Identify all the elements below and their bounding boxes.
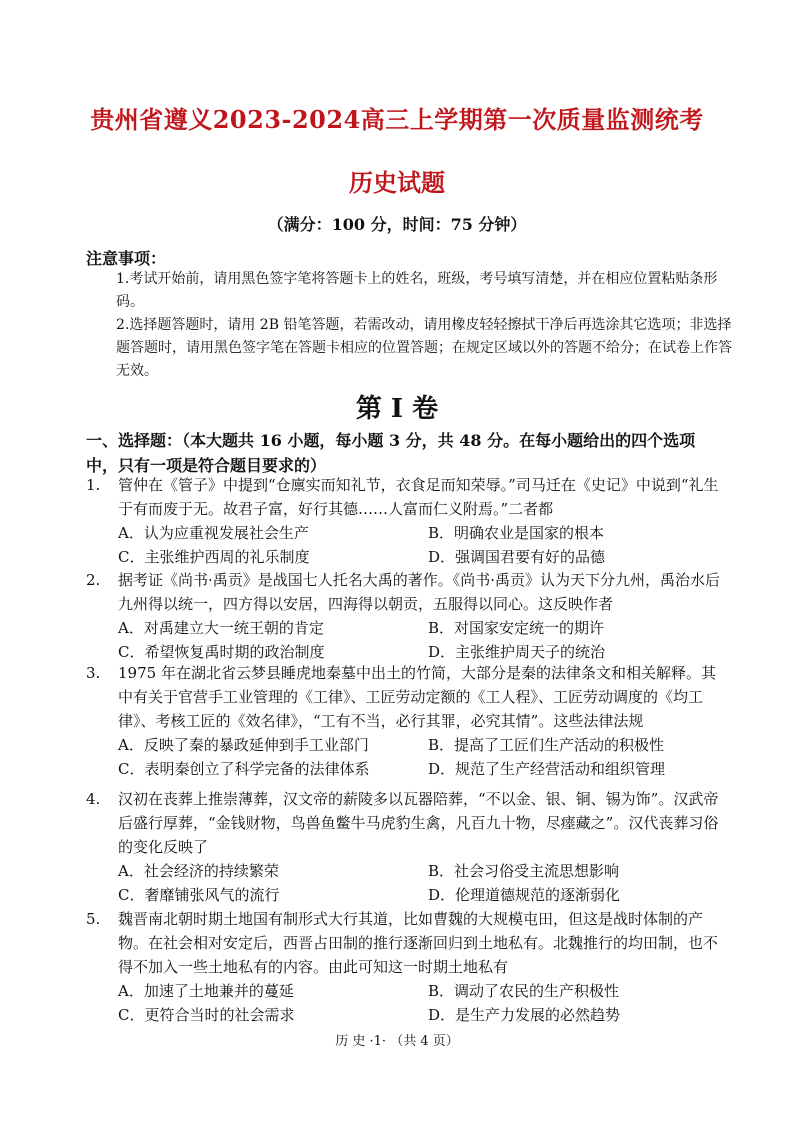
page-footer: 历 史 ·1· （共 4 页） (335, 1034, 459, 1049)
volume-heading: 第 I 卷 (355, 394, 439, 424)
question (86, 907, 726, 1027)
question-stem: 1975 年在湖北省云梦县睡虎地秦墓中出土的竹简，大部分是秦的法律条文和相关解释。其中有关于官营手工业管理的《工律》、工匠劳动定额的《工人程》、工匠劳动调度的《均工律》、考核工匠的《效名律》，“工有不当，必行其罪，必究其情”。这些法律法规 (118, 664, 716, 730)
question (86, 787, 726, 907)
question-options (118, 521, 726, 569)
question-options (118, 859, 726, 907)
option-b: B．社会习俗受主流思想影响 (428, 862, 620, 880)
question-options (118, 616, 726, 664)
question-number: 1. (86, 476, 101, 494)
question (86, 661, 726, 781)
option-c: C．奢靡铺张风气的流行 (118, 886, 280, 904)
question-stem: 据考证《尚书·禹贡》是战国七人托名大禹的著作。《尚书·禹贡》认为天下分九州，禹治水后九州得以统一，四方得以安居，四海得以朝贡，五服得以同心。这反映作者 (118, 571, 721, 613)
question-options (118, 979, 726, 1027)
option-b: B．对国家安定统一的期许 (428, 619, 605, 637)
option-c: C．主张维护西周的礼乐制度 (118, 548, 310, 566)
notice-heading: 注意事项： (86, 249, 167, 268)
option-a: A．对禹建立大一统王朝的肯定 (118, 619, 324, 637)
option-a: A．加速了土地兼并的蔓延 (118, 982, 294, 1000)
option-a: A．社会经济的持续繁荣 (118, 862, 279, 880)
question-stem: 汉初在丧葬上推崇薄葬，汉文帝的薪陵多以瓦器陪葬，“不以金、银、铜、锡为饰”。汉武帝后盛行厚葬，“金钱财物，鸟兽鱼鳖牛马虎豹生禽，凡百九十物，尽瘗藏之”。汉代丧葬习俗的变化反映了 (118, 790, 719, 856)
question-options (118, 733, 726, 781)
question (86, 568, 726, 664)
exam-title: 贵州省遵义2023-2024高三上学期第一次质量监测统考 (90, 105, 704, 134)
option-d: D．是生产力发展的必然趋势 (428, 1006, 621, 1024)
option-c: C．更符合当时的社会需求 (118, 1006, 295, 1024)
notice-item: 2.选择题答题时，请用 2B 铅笔答题，若需改动，请用橡皮轻轻擦拭干净后再选涂其它选项；非选择题答题时，请用黑色签字笔在答题卡相应的位置答题；在规定区域以外的答题不给分；在试卷上作答无效。 (116, 317, 732, 379)
option-c: C．希望恢复禹时期的政治制度 (118, 643, 325, 661)
question-number: 2. (86, 571, 101, 589)
option-d: D．强调国君要有好的品德 (428, 548, 606, 566)
option-a: A．认为应重视发展社会生产 (118, 524, 309, 542)
score-time-line: （满分：100 分，时间：75 分钟） (267, 215, 527, 234)
question-stem: 魏晋南北朝时期土地国有制形式大行其道，比如曹魏的大规模屯田，但这是战时体制的产物。在社会相对安定后，西晋占田制的推行逐渐回归到土地私有。北魏推行的均田制，也不得不加入一些土地私有的内容。由此可知这一时期土地私有 (118, 910, 719, 976)
question-number: 4. (86, 790, 101, 808)
section-heading: 一、选择题：（本大题共 16 小题，每小题 3 分，共 48 分。在每小题给出的四个选项中，只有一项是符合题目要求的） (86, 431, 696, 475)
option-b: B．调动了农民的生产积极性 (428, 982, 620, 1000)
option-a: A．反映了秦的暴政延伸到手工业部门 (118, 736, 369, 754)
notice-item: 1.考试开始前，请用黑色签字笔将答题卡上的姓名，班级，考号填写清楚，并在相应位置粘贴条形码。 (116, 271, 718, 310)
question-number: 3. (86, 664, 101, 682)
option-d: D．规范了生产经营活动和组织管理 (428, 760, 666, 778)
question-stem: 管仲在《管子》中提到“仓廪实而知礼节，衣食足而知荣辱。”司马迁在《史记》中说到“礼生于有而废于无。故君子富，好行其德……人富而仁义附焉。”二者都 (118, 476, 719, 518)
option-d: D．主张维护周天子的统治 (428, 643, 606, 661)
option-b: B．明确农业是国家的根本 (428, 524, 605, 542)
question (86, 473, 726, 569)
option-c: C．表明秦创立了科学完备的法律体系 (118, 760, 370, 778)
exam-subtitle: 历史试题 (349, 168, 445, 197)
option-d: D．伦理道德规范的逐渐弱化 (428, 886, 621, 904)
option-b: B．提高了工匠们生产活动的积极性 (428, 736, 665, 754)
question-number: 5. (86, 910, 101, 928)
